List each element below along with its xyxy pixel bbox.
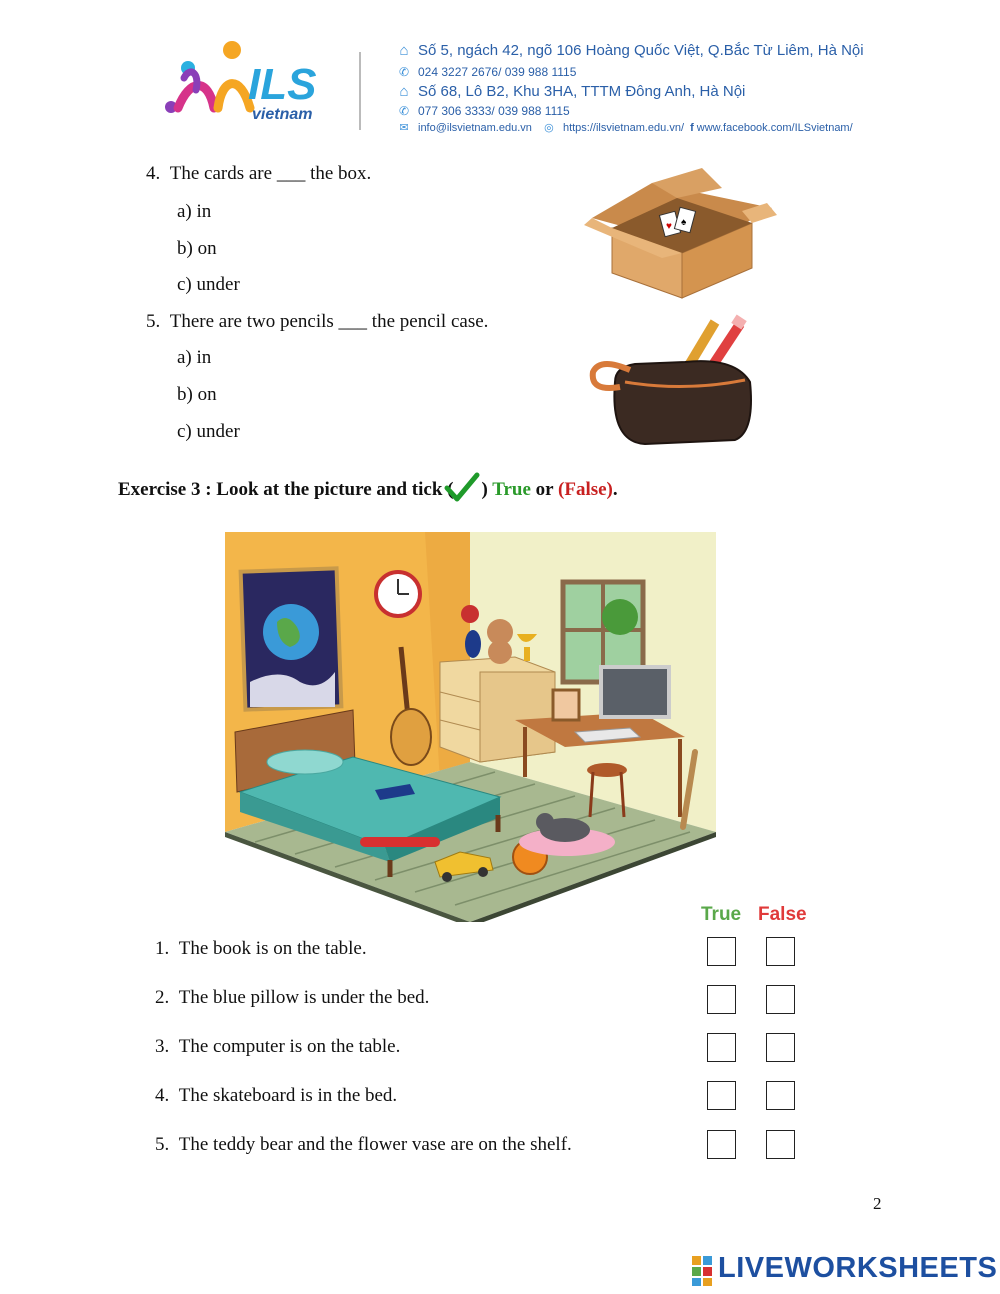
q4-option-c[interactable]: c) under	[177, 274, 240, 295]
contact-line	[396, 121, 853, 134]
address-line-1: ⌂ Số 5, ngách 42, ngõ 106 Hoàng Quốc Việt, Q.Bắc Từ Liêm, Hà Nội	[396, 42, 864, 59]
address-line-2: ⌂ Số 68, Lô B2, Khu 3HA, TTTM Đông Anh, Hà Nội	[396, 83, 745, 100]
q4-option-a[interactable]: a) in	[177, 201, 212, 222]
q5-option-b[interactable]: b) on	[177, 384, 217, 405]
statement-2-true-checkbox[interactable]	[707, 985, 736, 1014]
globe-icon: ◎	[544, 122, 554, 134]
liveworksheets-logo-icon	[692, 1256, 714, 1286]
q5-option-a[interactable]: a) in	[177, 347, 212, 368]
svg-text:♠: ♠	[681, 217, 687, 228]
statement-3-false-checkbox[interactable]	[766, 1033, 795, 1062]
email-link[interactable]: info@ilsvietnam.edu.vn	[418, 122, 532, 134]
statement-5-true-checkbox[interactable]	[707, 1130, 736, 1159]
question-5: 5. There are two pencils ___ the pencil case.	[146, 311, 489, 332]
statement-1-true-checkbox[interactable]	[707, 937, 736, 966]
ils-logo	[160, 38, 330, 130]
pencil-case-illustration	[585, 312, 765, 450]
facebook-icon: f	[690, 122, 694, 134]
bedroom-illustration	[225, 532, 716, 922]
statement-4-true-checkbox[interactable]	[707, 1081, 736, 1110]
header-divider	[359, 52, 361, 130]
phone-icon: ✆	[398, 65, 410, 79]
liveworksheets-wordmark: LIVEWORKSHEETS	[718, 1252, 998, 1284]
box-with-cards-illustration	[582, 163, 782, 303]
mail-icon: ✉	[399, 122, 409, 134]
tick-icon	[444, 472, 480, 502]
q4-option-b[interactable]: b) on	[177, 238, 217, 259]
statement-4: 4. The skateboard is in the bed.	[155, 1085, 398, 1106]
false-word: (False)	[558, 479, 613, 500]
exercise-3-title: Exercise 3 : Look at the picture and tick ( ) True or (False).	[118, 479, 618, 500]
statement-4-false-checkbox[interactable]	[766, 1081, 795, 1110]
true-column-header: True	[701, 904, 742, 925]
facebook-link[interactable]: www.facebook.com/ILSvietnam/	[696, 122, 853, 134]
page-number: 2	[873, 1194, 882, 1213]
home-icon: ⌂	[399, 83, 409, 100]
home-icon: ⌂	[399, 42, 409, 59]
question-4: 4. The cards are ___ the box.	[146, 163, 372, 184]
true-word: True	[492, 479, 531, 500]
svg-text:♥: ♥	[666, 221, 672, 232]
q5-option-c[interactable]: c) under	[177, 421, 240, 442]
statement-2: 2. The blue pillow is under the bed.	[155, 987, 430, 1008]
statement-1: 1. The book is on the table.	[155, 938, 367, 959]
logo-sub-text: vietnam	[252, 106, 313, 123]
statement-5: 5. The teddy bear and the flower vase are on the shelf.	[155, 1134, 572, 1155]
statement-2-false-checkbox[interactable]	[766, 985, 795, 1014]
statement-5-false-checkbox[interactable]	[766, 1130, 795, 1159]
false-column-header: False	[758, 904, 807, 925]
phone-icon: ✆	[398, 104, 410, 118]
statement-1-false-checkbox[interactable]	[766, 937, 795, 966]
logo-main-text: ILS	[248, 60, 317, 109]
phone-line-2: ✆ 077 306 3333/ 039 988 1115	[396, 104, 570, 118]
statement-3: 3. The computer is on the table.	[155, 1036, 401, 1057]
website-link[interactable]: https://ilsvietnam.edu.vn/	[562, 122, 685, 134]
statement-3-true-checkbox[interactable]	[707, 1033, 736, 1062]
phone-line-1: ✆ 024 3227 2676/ 039 988 1115	[396, 65, 576, 79]
